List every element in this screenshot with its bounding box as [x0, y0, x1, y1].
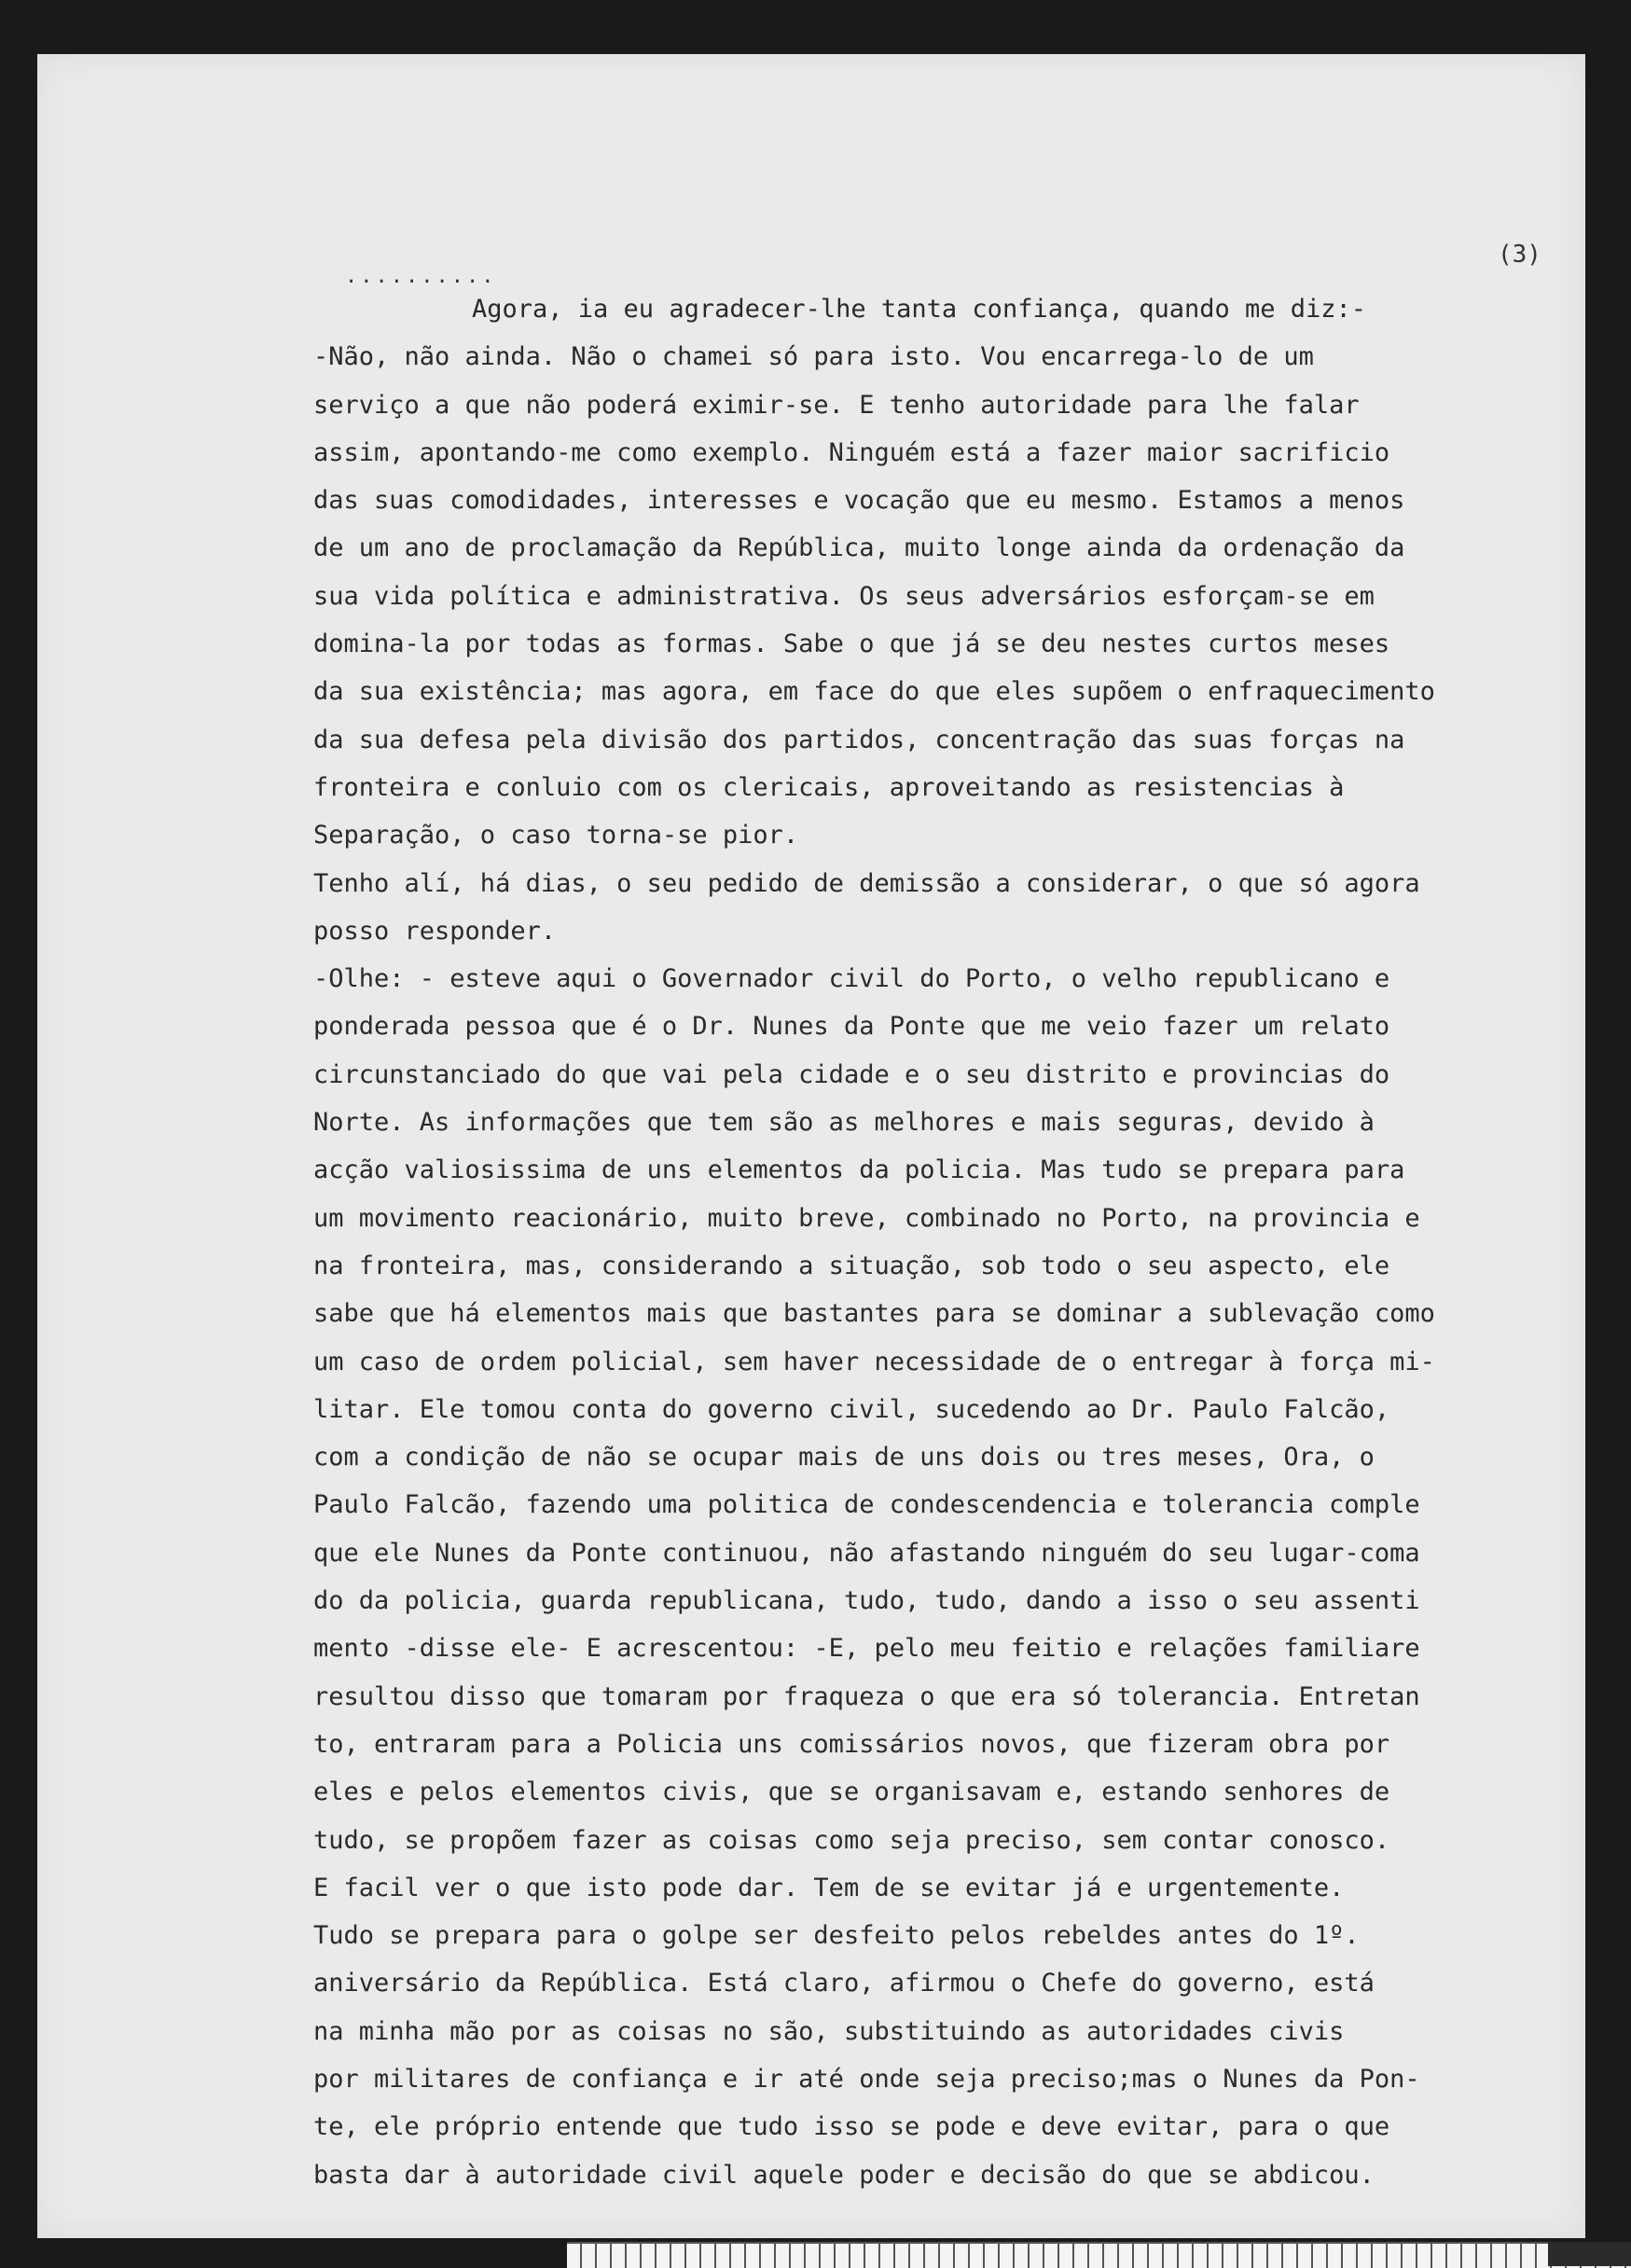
text-line: Tudo se prepara para o golpe ser desfeito pelos rebeldes antes do 1º. [313, 1921, 1360, 1951]
text-line: fronteira e conluio com os clericais, aproveitando as resistencias à [313, 772, 1345, 802]
text-line: na minha mão por as coisas no são, substituindo as autoridades civis [313, 2016, 1345, 2046]
typewritten-body [313, 285, 1582, 2199]
text-line: da sua existência; mas agora, em face do que eles supõem o enfraquecimento [313, 677, 1435, 707]
text-line: na fronteira, mas, considerando a situação, sob todo o seu aspecto, ele [313, 1251, 1390, 1280]
text-line: um caso de ordem policial, sem haver necessidade de o entregar à força mi- [313, 1347, 1435, 1376]
text-line: Paulo Falcão, fazendo uma politica de condescendencia e tolerancia comple [313, 1490, 1420, 1520]
text-line: assim, apontando-me como exemplo. Ninguém está a fazer maior sacrificio [313, 437, 1390, 467]
text-line: tudo, se propõem fazer as coisas como seja preciso, sem contar conosco. [313, 1825, 1390, 1855]
text-line: to, entraram para a Policia uns comissários novos, que fizeram obra por [313, 1729, 1390, 1759]
text-line: de um ano de proclamação da República, muito longe ainda da ordenação da [313, 533, 1405, 563]
text-line: Tenho alí, há dias, o seu pedido de demissão a considerar, o que só agora [313, 868, 1420, 898]
scale-ruler [567, 2242, 1631, 2268]
text-line: circunstanciado do que vai pela cidade e o seu distrito e provincias do [313, 1059, 1390, 1089]
text-line: do da policia, guarda republicana, tudo, tudo, dando a isso o seu assenti [313, 1586, 1420, 1616]
text-line: sabe que há elementos mais que bastantes para se dominar a sublevação como [313, 1299, 1435, 1329]
text-line: mento -disse ele- E acrescentou: -E, pelo meu feitio e relações familiare [313, 1634, 1420, 1664]
text-line: posso responder. [313, 916, 557, 946]
text-line: litar. Ele tomou conta do governo civil, sucedendo ao Dr. Paulo Falcão, [313, 1394, 1390, 1424]
text-line: eles e pelos elementos civis, que se organisavam e, estando senhores de [313, 1777, 1390, 1807]
page-number: (3) [1498, 241, 1541, 269]
text-line: ponderada pessoa que é o Dr. Nunes da Ponte que me veio fazer um relato [313, 1012, 1390, 1042]
text-line: aniversário da República. Está claro, afirmou o Chefe do governo, está [313, 1969, 1375, 1998]
ruler-end-block [1548, 2242, 1631, 2266]
text-line: basta dar à autoridade civil aquele poder e decisão do que se abdicou. [313, 2160, 1375, 2190]
text-line: das suas comodidades, interesses e vocação que eu mesmo. Estamos a menos [313, 486, 1405, 516]
text-line: Separação, o caso torna-se pior. [313, 821, 799, 850]
text-line: Agora, ia eu agradecer-lhe tanta confiança, quando me diz:- [472, 295, 1367, 324]
text-line: domina-la por todas as formas. Sabe o que já se deu nestes curtos meses [313, 629, 1390, 659]
text-line: que ele Nunes da Ponte continuou, não afastando ninguém do seu lugar-coma [313, 1538, 1420, 1568]
text-line: um movimento reacionário, muito breve, combinado no Porto, na provincia e [313, 1203, 1420, 1233]
text-line: Norte. As informações que tem são as melhores e mais seguras, devido à [313, 1108, 1375, 1138]
text-line: acção valiosissima de uns elementos da policia. Mas tudo se prepara para [313, 1155, 1405, 1185]
text-line: da sua defesa pela divisão dos partidos, concentração das suas forças na [313, 725, 1405, 754]
text-line: te, ele próprio entende que tudo isso se pode e deve evitar, para o que [313, 2112, 1390, 2142]
text-line: E facil ver o que isto pode dar. Tem de se evitar já e urgentemente. [313, 1873, 1345, 1902]
text-line: resultou disso que tomaram por fraqueza o que era só tolerancia. Entretan [313, 1681, 1420, 1711]
text-line: -Olhe: - esteve aqui o Governador civil do Porto, o velho republicano e [313, 964, 1390, 994]
text-line: por militares de confiança e ir até onde seja preciso;mas o Nunes da Pon- [313, 2064, 1420, 2094]
text-line: sua vida política e administrativa. Os seus adversários esforçam-se em [313, 581, 1375, 611]
leader-dots: .......... [345, 265, 497, 288]
text-line: -Não, não ainda. Não o chamei só para isto. Vou encarrega-lo de um [313, 342, 1314, 372]
text-line: serviço a que não poderá eximir-se. E tenho autoridade para lhe falar [313, 390, 1360, 420]
text-line: com a condição de não se ocupar mais de uns dois ou tres meses, Ora, o [313, 1443, 1375, 1473]
